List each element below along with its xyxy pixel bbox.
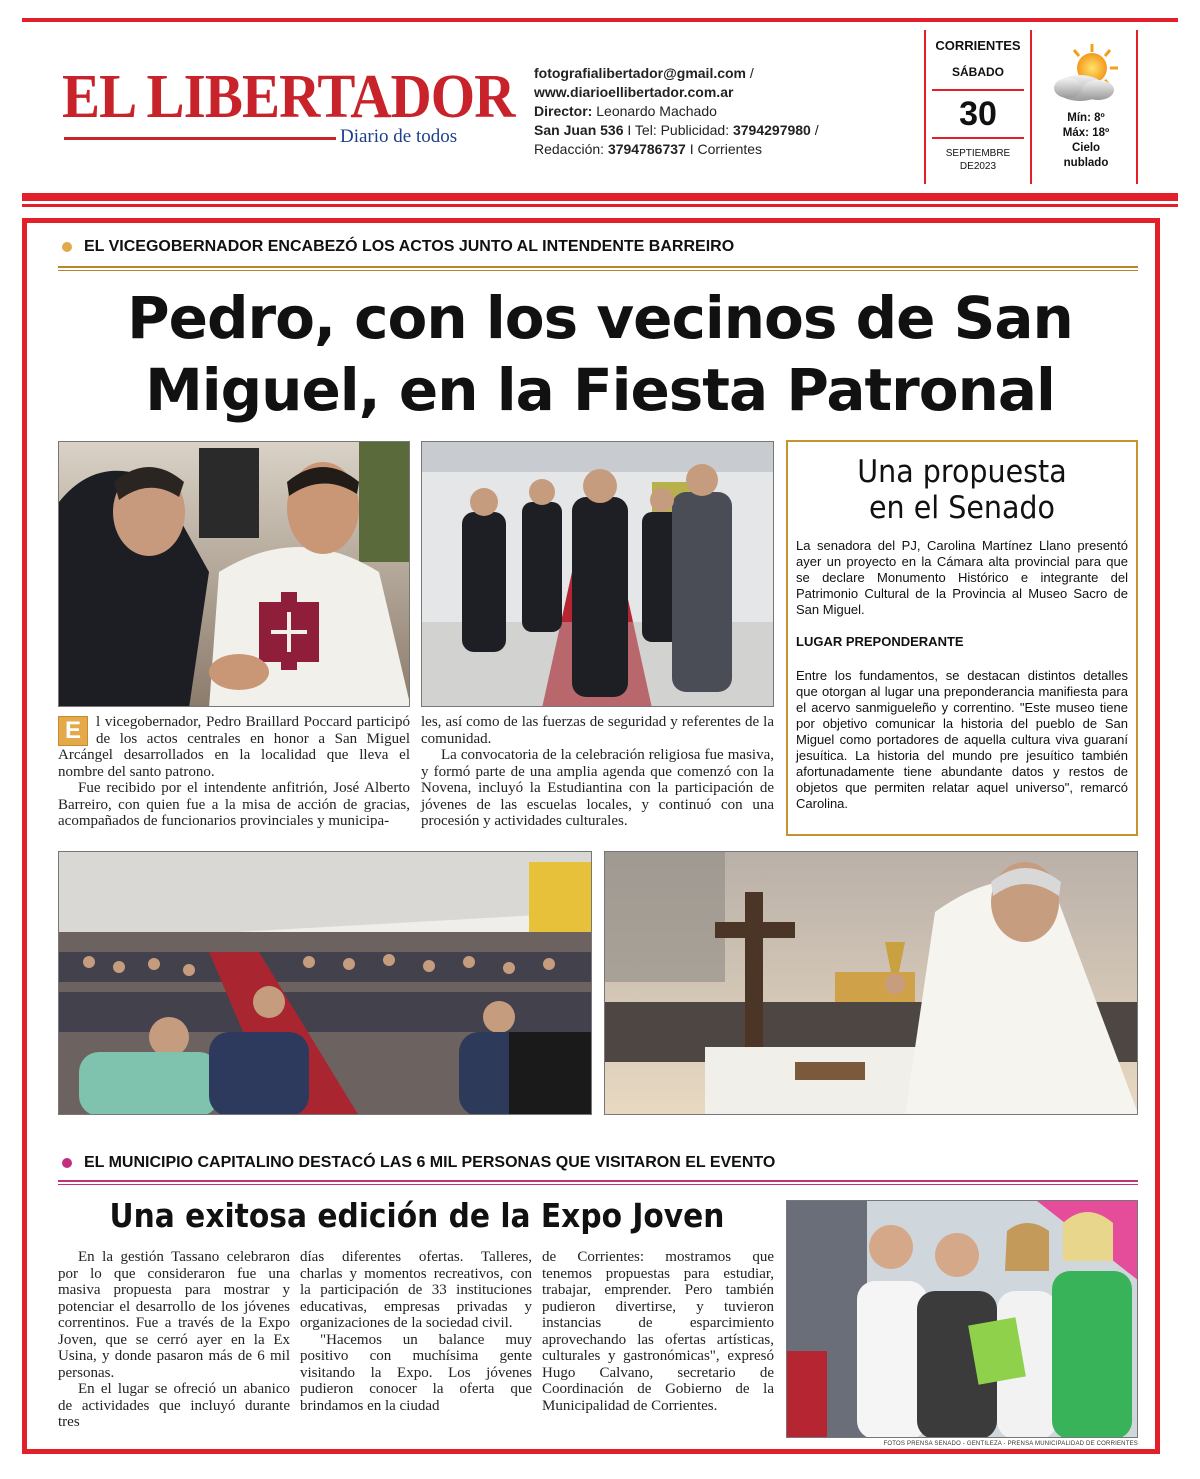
story2-column-3: [542, 1249, 774, 1414]
brand-underline: [64, 137, 336, 140]
story1-column-1: [58, 714, 410, 830]
director-label: Director:: [534, 103, 593, 119]
story1-paragraph-2: Fue recibido por el intendente anfitrión, José Alberto Barreiro, con quien fue a la misa de acción de gracias, acompañados de funcionarios provinciales y municipa-: [58, 780, 410, 829]
kicker-bullet-icon: [62, 242, 72, 252]
masthead-rule: [22, 193, 1178, 201]
weather-condition-2: nublado: [1063, 157, 1109, 169]
story1-kicker-text: EL VICEGOBERNADOR ENCABEZÓ LOS ACTOS JUNTO AL INTENDENTE BARREIRO: [84, 238, 735, 255]
story2-paragraph-2: En el lugar se ofreció un abanico de actividades que incluyó durante tres: [58, 1381, 290, 1430]
date-city: CORRIENTES: [935, 38, 1021, 53]
story1-headline-line2: Miguel, en la Fiesta Patronal: [145, 356, 1055, 424]
photo-outdoor-mass[interactable]: [604, 851, 1138, 1115]
story1-headline-line1: Pedro, con los vecinos de San: [127, 284, 1073, 352]
date-day-number: 30: [959, 95, 997, 133]
tel-advertising: 3794297980: [732, 122, 811, 138]
weather-box: [1036, 30, 1138, 184]
story1-paragraph-3: La convocatoria de la celebración religiosa fue masiva, y formó parte de una amplia agenda que comenzó con la Novena, incluyó la Estudiantina con la participación de jóvenes de las escuelas locales, y continuó con una procesión y actividades culturales.: [421, 747, 774, 829]
sidebar-subhead: LUGAR PREPONDERANTE: [796, 634, 964, 649]
story2-column-2: [300, 1249, 532, 1414]
weather-max: Máx: 18º: [1062, 127, 1110, 139]
tel-separator: /: [810, 122, 819, 138]
story2-kicker-rule-thin: [58, 1184, 1138, 1185]
brand-name: EL LIBERTADOR: [62, 63, 515, 131]
contact-info: [534, 64, 864, 159]
story1-kicker-rule-thin: [58, 270, 1138, 271]
story1-paragraph-1: l vicegobernador, Pedro Braillard Poccard participó de los actos centrales en honor a San Miguel Arcángel desarrollados en la localidad que lleva el nombre del santo patrono.: [58, 714, 410, 780]
contact-city: I Corrientes: [685, 141, 763, 157]
masthead-rule-thin: [22, 204, 1178, 207]
story1-kicker-rule: [58, 266, 1138, 268]
story1-headline[interactable]: [80, 282, 1120, 426]
date-month: SEPTIEMBRE: [945, 148, 1011, 159]
newsroom-label: Redacción:: [534, 141, 608, 157]
story1-kicker: [62, 238, 734, 256]
photo-officials-walking[interactable]: [421, 441, 774, 707]
sidebar-title-line1: Una propuesta: [857, 454, 1067, 490]
contact-address: San Juan 536: [534, 122, 624, 138]
date-divider: [932, 89, 1024, 91]
sidebar-paragraph-2: Entre los fundamentos, se destacan distintos detalles que otorgan al lugar una preponderancia manifiesta para el acervo sanmigueleño y correntino. "Este museo tiene por objetivo comunicar la historia del pueblo de San Miguel como portadores de aquella cultura viva guaraní jesuítica. La historia del mundo pre jesuítico también afortunadamente tiene abundante datos y restos de objetos que permiten relatar aquel universo", remarcó Carolina.: [796, 668, 1128, 811]
date-box: [924, 30, 1032, 184]
story2-paragraph-1: En la gestión Tassano celebraron por lo que consideraron fue una masiva propuesta para mostrar y potenciar el desarrollo de los jóvenes correntinos. Fue a través de la Expo Joven, que se cerró ayer en la Ex Usina, y donde pasaron más de 6 mil personas.: [58, 1249, 290, 1381]
sidebar-paragraph-1: La senadora del PJ, Carolina Martínez Llano presentó ayer un proyecto en la Cámara alta provincial para que se declare Monumento Histórico e integrante del Patrimonio Cultural de la Provincia al Museo Sacro de San Miguel.: [796, 538, 1128, 617]
story2-paragraph-3-cont: de Corrientes: mostramos que tenemos propuestas para estudiar, trabajar, emprender. Pero también pudieron divertirse, y tuvieron instancias de esparcimiento aprovechando las ofertas artísticas, culturales y gastronómicas", expresó Hugo Calvano, secretario de Coordinación de Gobierno de la Municipalidad de Corrientes.: [542, 1249, 774, 1414]
date-divider: [932, 137, 1024, 139]
brand-tagline: Diario de todos: [340, 126, 458, 147]
photo-greeting-priest[interactable]: [58, 441, 410, 707]
story2-paragraph-3: "Hacemos un balance muy positivo con muchísima gente visitando la Expo. Los jóvenes pudieron conocer la oferta que brindamos en la ciudad: [300, 1331, 532, 1414]
partly-cloudy-icon: [1048, 42, 1124, 106]
newspaper-logo[interactable]: [62, 63, 515, 147]
story2-kicker: [62, 1154, 775, 1172]
tel-label: I Tel: Publicidad:: [623, 122, 733, 138]
senate-proposal-box: [786, 440, 1138, 836]
weather-min: Mín: 8º: [1067, 112, 1105, 124]
photo-expo-joven[interactable]: [786, 1200, 1138, 1438]
top-rule: [22, 18, 1178, 22]
contact-email[interactable]: fotografialibertador@gmail.com: [534, 65, 747, 81]
sidebar-title[interactable]: [809, 454, 1114, 526]
story1-column-2: [421, 714, 774, 830]
story2-kicker-rule: [58, 1180, 1138, 1182]
kicker-bullet-icon: [62, 1158, 72, 1168]
tel-newsroom: 3794786737: [607, 141, 686, 157]
director-name: Leonardo Machado: [596, 103, 717, 119]
photo-credit: FOTOS PRENSA SENADO - GENTILEZA - PRENSA MUNICIPALIDAD DE CORRIENTES: [883, 1441, 1138, 1447]
contact-website[interactable]: www.diarioellibertador.com.ar: [534, 84, 734, 100]
date-weekday: SÁBADO: [951, 65, 1004, 79]
weather-condition-1: Cielo: [1071, 142, 1101, 154]
photo-church-crowd[interactable]: [58, 851, 592, 1115]
sidebar-title-line2: en el Senado: [869, 490, 1055, 526]
story2-column-1: [58, 1249, 290, 1431]
story2-paragraph-2-cont: días diferentes ofertas. Talleres, charlas y momentos recreativos, con la participación de 33 instituciones educativas, empresas privadas y organizaciones de la sociedad civil.: [300, 1249, 532, 1331]
story1-dropcap: E: [58, 716, 88, 746]
date-year: DE2023: [959, 161, 997, 172]
story2-headline[interactable]: Una exitosa edición de la Expo Joven: [109, 1196, 725, 1235]
story1-paragraph-2-cont: les, así como de las fuerzas de seguridad y referentes de la comunidad.: [421, 714, 774, 747]
contact-separator: /: [746, 65, 754, 81]
story2-kicker-text: EL MUNICIPIO CAPITALINO DESTACÓ LAS 6 MIL PERSONAS QUE VISITARON EL EVENTO: [84, 1154, 776, 1171]
